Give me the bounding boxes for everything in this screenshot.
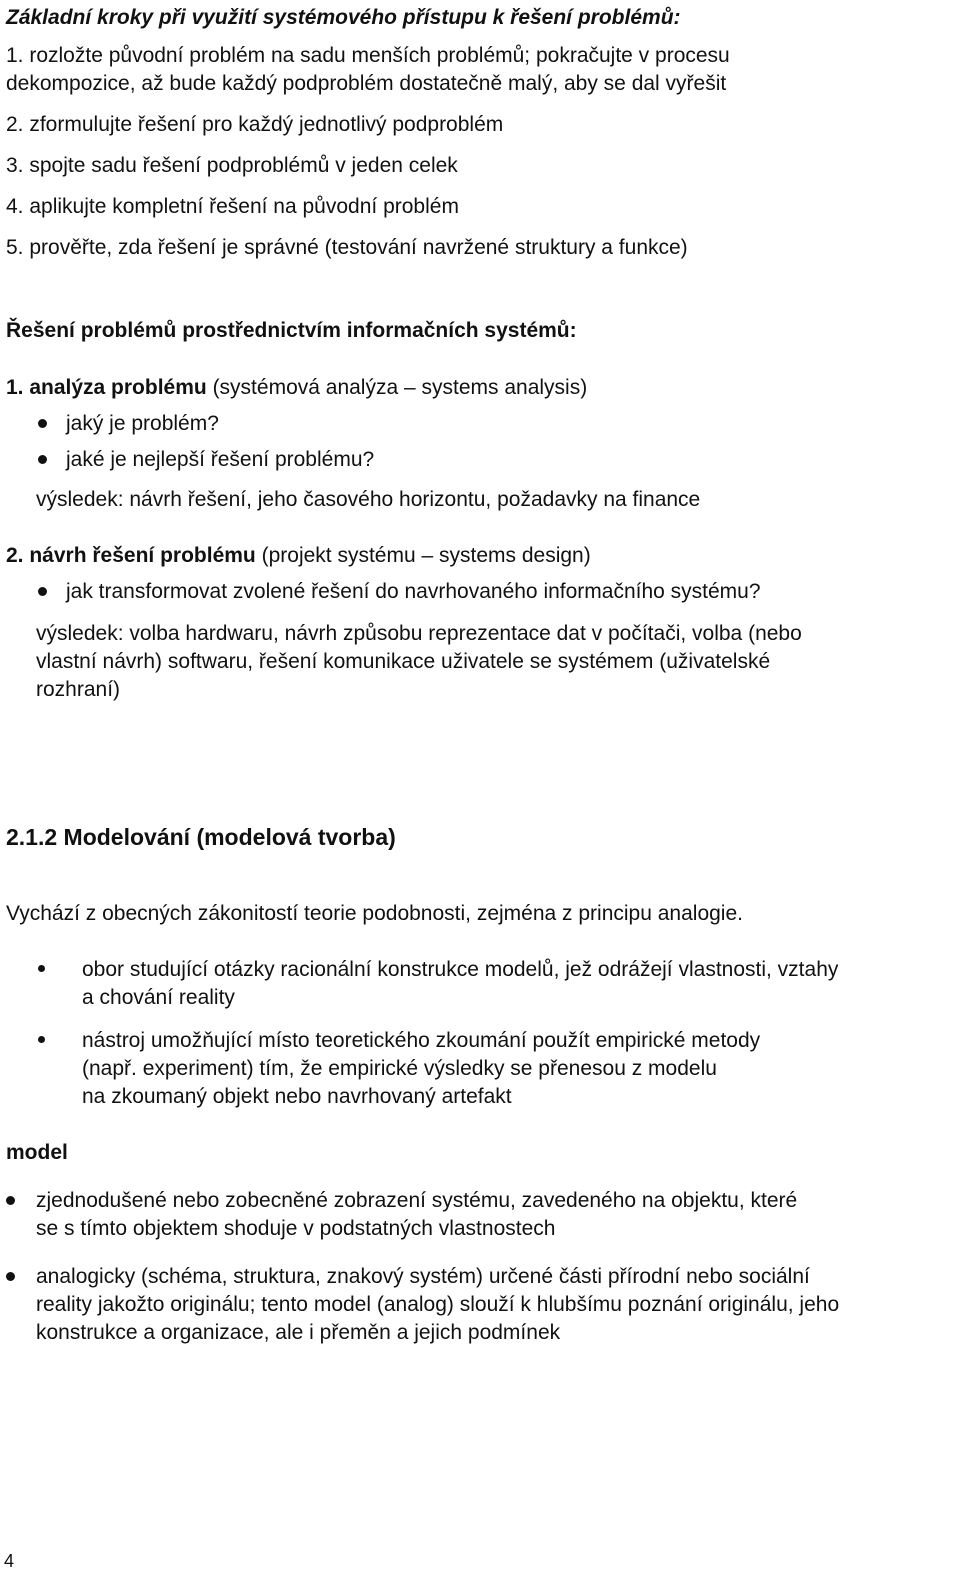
model-label: model xyxy=(6,1141,68,1164)
list-item: se s tímto objektem shoduje v podstatných vlastnostech xyxy=(36,1217,556,1240)
step-line: dekompozice, až bude každý podproblém dostatečně malý, aby se dal vyřešit xyxy=(6,72,727,95)
list-item: konstrukce a organizace, ale i přeměn a jejich podmínek xyxy=(36,1321,561,1344)
step-line: 5. prověřte, zda řešení je správné (testování navržené struktury a funkce) xyxy=(6,236,688,259)
bullet-icon xyxy=(38,455,47,464)
section-heading: 2.1.2 Modelování (modelová tvorba) xyxy=(6,824,396,850)
list-item: jaké je nejlepší řešení problému? xyxy=(66,448,375,471)
list-item: reality jakožto originálu; tento model (analog) slouží k hlubšímu poznání originálu, jeho xyxy=(36,1293,840,1316)
is-step1-bold: 1. analýza problému xyxy=(6,376,207,399)
is-step2-bold: návrh řešení problému xyxy=(29,544,256,567)
step-line: 1. rozložte původní problém na sadu menších problémů; pokračujte v procesu xyxy=(6,44,730,67)
step-line: 3. spojte sadu řešení podproblémů v jeden celek xyxy=(6,154,458,177)
is-step1-result: výsledek: návrh řešení, jeho časového horizontu, požadavky na finance xyxy=(36,488,701,511)
list-item: jak transformovat zvolené řešení do navrhovaného informačního systému? xyxy=(66,580,761,603)
list-item: (např. experiment) tím, že empirické výsledky se přenesou z modelu xyxy=(82,1057,717,1080)
step-line: 2. zformulujte řešení pro každý jednotlivý podproblém xyxy=(6,113,504,136)
bullet-icon xyxy=(38,587,47,596)
list-item: obor studující otázky racionální konstrukce modelů, jež odrážejí vlastnosti, vztahy xyxy=(82,958,839,981)
list-item: a chování reality xyxy=(82,986,235,1009)
is-step2-num: 2. xyxy=(6,544,30,567)
page-number: 4 xyxy=(4,1551,15,1571)
list-item: zjednodušené nebo zobecněné zobrazení systému, zavedeného na objektu, které xyxy=(36,1189,798,1212)
intro-title: Základní kroky při využití systémového přístupu k řešení problémů: xyxy=(6,6,681,29)
list-item: analogicky (schéma, struktura, znakový systém) určené části přírodní nebo sociální xyxy=(36,1265,810,1288)
is-step2-result: rozhraní) xyxy=(36,678,121,701)
is-step1-heading xyxy=(6,374,587,402)
is-step2-heading xyxy=(6,542,591,570)
is-step2-result: vlastní návrh) softwaru, řešení komunikace uživatele se systémem (uživatelské xyxy=(36,650,771,673)
bullet-icon xyxy=(38,419,47,428)
is-step2-result: výsledek: volba hardwaru, návrh způsobu reprezentace dat v počítači, volba (nebo xyxy=(36,622,802,645)
section-lead: Vychází z obecných zákonitostí teorie podobnosti, zejména z principu analogie. xyxy=(6,902,743,925)
step-line: 4. aplikujte kompletní řešení na původní problém xyxy=(6,195,459,218)
is-step1-rest: (systémová analýza – systems analysis) xyxy=(206,376,588,399)
bullet-icon xyxy=(38,1036,45,1043)
bullet-icon xyxy=(6,1196,15,1205)
is-step2-rest: (projekt systému – systems design) xyxy=(255,544,591,567)
is-title: Řešení problémů prostřednictvím informačních systémů: xyxy=(6,319,577,342)
list-item: nástroj umožňující místo teoretického zkoumání použít empirické metody xyxy=(82,1029,761,1052)
bullet-icon xyxy=(6,1272,15,1281)
list-item: jaký je problém? xyxy=(66,412,219,435)
bullet-icon xyxy=(38,965,45,972)
list-item: na zkoumaný objekt nebo navrhovaný artefakt xyxy=(82,1085,512,1108)
